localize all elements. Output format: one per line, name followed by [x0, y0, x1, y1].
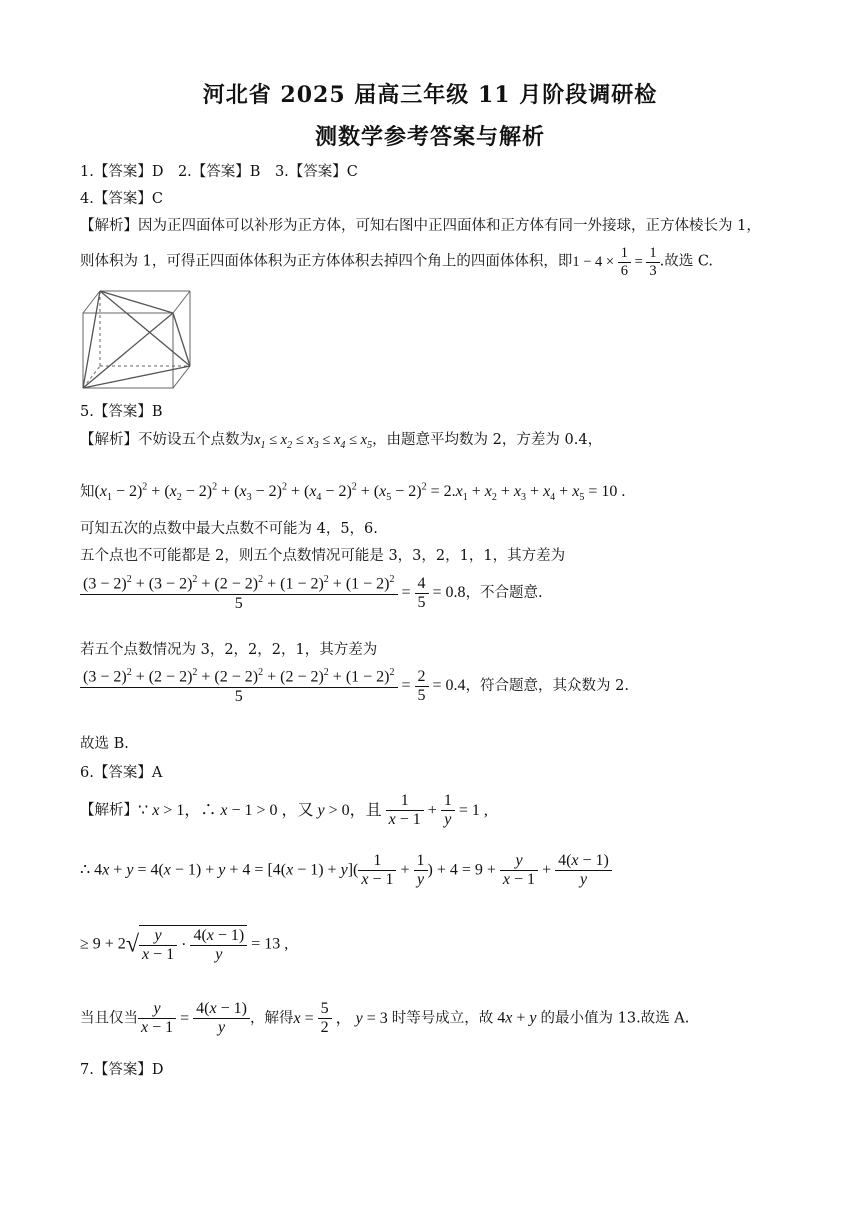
q5-know: 知	[80, 484, 95, 500]
q5-variance-case1: $\frac{(3 - 2)^2 + (3 - 2)^2 + (2 - 2)^2 + (1 - 2)^2 + (1 - 2)^2}{5}$ = $\frac{4}{5}$ = 0.8，不合题意.	[80, 574, 543, 613]
q5-exp-prefix: 【解析】不妨设五个点数为	[80, 432, 254, 448]
q4-exp-prefix: 则体积为 1，可得正四面体体积为正方体体积去掉四个角上的四面体体积，即	[80, 253, 573, 270]
q5-conclusion: 故选 B.	[80, 736, 129, 752]
variance-fraction-case1: $\frac{(3 - 2)^2 + (3 - 2)^2 + (2 - 2)^2 + (1 - 2)^2 + (1 - 2)^2}{5}$	[80, 574, 398, 613]
answers-1-3: 1.【答案】D 2.【答案】B 3.【答案】C	[80, 164, 358, 180]
page-title-line2: 测数学参考答案与解析	[314, 124, 545, 150]
q6-last-suffix: 的最小值为 13.故选 A.	[540, 1010, 690, 1027]
q5-explanation-line1	[80, 428, 602, 451]
q6-exp-prefix: 【解析】	[80, 802, 138, 819]
q6-last-mid: ，解得	[249, 1010, 294, 1027]
q6-explanation-last: 当且仅当 $\frac{y}{x - 1}$ = $\frac{4(x - 1)}{y}$ ，解得x = $\frac{5}{2}$ ， y = 3 时等号成立，故 4x + y 的最小值为 13.故选 A.	[80, 1000, 690, 1037]
q4-explanation-line2	[80, 245, 713, 279]
answer-5: 5.【答案】B	[80, 404, 163, 420]
fraction-one-sixth: $\frac{1}{6}$	[618, 245, 631, 279]
fraction-one-third: $\frac{1}{3}$	[646, 245, 659, 279]
fraction-two-fifths: $\frac{2}{5}$	[415, 668, 429, 706]
q6-last-mid2: 时等号成立，故	[391, 1010, 494, 1027]
q6-last-prefix: 当且仅当	[80, 1010, 138, 1027]
answer-7: 7.【答案】D	[80, 1062, 164, 1078]
answer-4: 4.【答案】C	[80, 191, 163, 207]
q4-formula: 1 − 4 × $\frac{1}{6}$ = $\frac{1}{3}$	[572, 254, 659, 270]
q5-explanation-line2	[80, 480, 625, 503]
q5-explanation-line4: 五个点也不可能都是 2，则五个点数情况可能是 3，3，2，1，1，其方差为	[80, 548, 566, 564]
q5-order-formula: $x_1 \le x_2 \le x_3 \le x_4 \le x_5$	[254, 432, 373, 451]
q5-case1-tail: ，不合题意.	[465, 585, 543, 602]
q4-exp-suffix: .故选 C.	[659, 253, 714, 270]
page-title-line1: 河北省 2025 届高三年级 11 月阶段调研检	[202, 82, 658, 108]
q5-case2-tail: ，符合题意，其众数为 2.	[465, 678, 630, 695]
q6-inequality-line: ≥ 9 + 2√ $\frac{y}{x - 1}$ · $\frac{4(x - 1)}{y}$ = 13 ,	[80, 927, 289, 964]
q5-sum-formula: $(x_1 - 2)^2 + (x_2 - 2)^2 + (x_3 - 2)^2 + (x_4 - 2)^2 + (x_5 - 2)^2 = 2.x_1 + x_2 + x_3 + x_4 + x_5 = 10$ .	[94, 481, 626, 504]
q6-condition-formula: ∵ x > 1，∴ x − 1 > 0 ，又 y > 0，且 $\frac{1}{x - 1}$ + $\frac{1}{y}$ = 1 ,	[138, 792, 488, 829]
q4-explanation-line1: 【解析】因为正四面体可以补形为正方体，可知右图中正四面体和正方体有同一外接球，正方体棱长为 1，	[80, 218, 761, 234]
variance-fraction-case2: $\frac{(3 - 2)^2 + (2 - 2)^2 + (2 - 2)^2 + (2 - 2)^2 + (1 - 2)^2}{5}$	[80, 667, 398, 706]
q5-explanation-line5: 若五个点数情况为 3，2，2，2，1，其方差为	[80, 642, 378, 658]
q5-explanation-line3: 可知五次的点数中最大点数不可能为 4，5，6.	[80, 521, 378, 537]
fraction-four-fifths: $\frac{4}{5}$	[415, 575, 429, 613]
cube-tetrahedron-figure	[80, 288, 195, 392]
q5-variance-case2: $\frac{(3 - 2)^2 + (2 - 2)^2 + (2 - 2)^2 + (2 - 2)^2 + (1 - 2)^2}{5}$ = $\frac{2}{5}$ = 0.4，符合题意，其众数为 2.	[80, 667, 629, 706]
tetrahedron-edges	[83, 291, 190, 388]
answer-6: 6.【答案】A	[80, 765, 163, 781]
q6-explanation-line1	[80, 792, 488, 830]
q5-exp-suffix: ，由题意平均数为 2，方差为 0.4，	[372, 432, 603, 448]
q6-expansion-line: ∴ 4x + y = 4(x − 1) + y + 4 = [4(x − 1) + y]( $\frac{1}{x - 1}$ + $\frac{1}{y}$ ) + 4 = 9 + $\frac{y}{x - 1}$ + $\frac{4(x - 1)}{y}$	[80, 852, 612, 890]
